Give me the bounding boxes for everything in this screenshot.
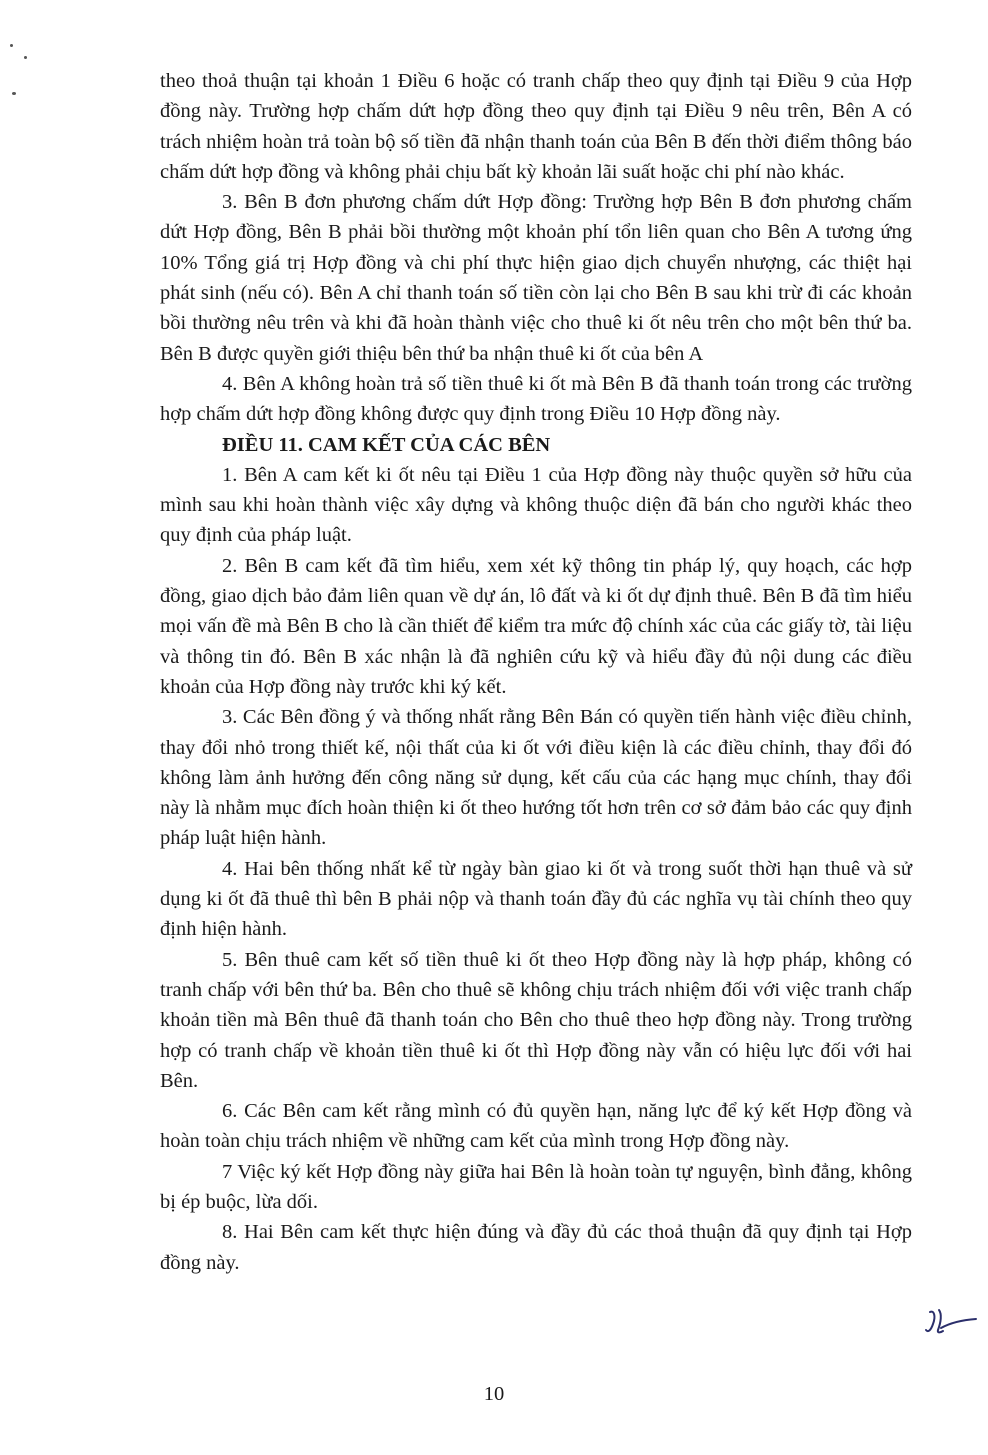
paragraph: 5. Bên thuê cam kết số tiền thuê ki ốt theo Hợp đồng này là hợp pháp, không có tranh chấp với bên thứ ba. Bên cho thuê sẽ không chịu trách nhiệm đối với việc tranh chấp khoản tiền mà Bên thuê đã thanh toán cho Bên cho thuê theo hợp đồng này. Trong trường hợp có tranh chấp về khoản tiền thuê ki ốt thì Hợp đồng này vẫn có hiệu lực đối với hai Bên. — [160, 948, 912, 1092]
scan-speck — [12, 92, 16, 95]
page-number: 10 — [483, 1383, 505, 1405]
paragraph: 3. Bên B đơn phương chấm dứt Hợp đồng: Trường hợp Bên B đơn phương chấm dứt Hợp đồng, Bên B phải bồi thường một khoản phí tổn liên quan cho Bên A tương ứng 10% Tổng giá trị Hợp đồng và chi phí thực hiện giao dịch chuyển nhượng, các thiệt hại phát sinh (nếu có). Bên A chỉ thanh toán số tiền còn lại cho Bên B sau khi trừ đi các khoản bồi thường nêu trên và khi đã hoàn thành việc cho thuê ki ốt nêu trên cho một bên thứ ba. Bên B được quyền giới thiệu bên thứ ba nhận thuê ki ốt của bên A — [160, 191, 912, 365]
scan-speck — [24, 56, 27, 59]
paragraph: theo thoả thuận tại khoản 1 Điều 6 hoặc có tranh chấp theo quy định tại Điều 9 của Hợp đồng này. Trường hợp chấm dứt hợp đồng theo quy định tại Điều 9 nêu trên, Bên A có trách nhiệm hoàn trả toàn bộ số tiền đã nhận thanh toán của Bên B đến thời điểm thông báo chấm dứt hợp đồng và không phải chịu bất kỳ khoản lãi suất hoặc chi phí nào khác. — [160, 70, 912, 183]
paragraph: 7 Việc ký kết Hợp đồng này giữa hai Bên là hoàn toàn tự nguyện, bình đẳng, không bị ép buộc, lừa dối. — [160, 1160, 912, 1213]
signature-initials-icon — [924, 1306, 980, 1340]
document-body — [160, 66, 912, 1278]
paragraph: 4. Hai bên thống nhất kể từ ngày bàn giao ki ốt và trong suốt thời hạn thuê và sử dụng ki ốt đã thuê thì bên B phải nộp và thanh toán đầy đủ các nghĩa vụ tài chính theo quy định hiện hành. — [160, 857, 912, 941]
signature-stroke — [926, 1312, 934, 1332]
paragraph: 6. Các Bên cam kết rằng mình có đủ quyền hạn, năng lực để ký kết Hợp đồng và hoàn toàn chịu trách nhiệm về những cam kết của mình trong Hợp đồng này. — [160, 1100, 912, 1153]
scan-speck — [10, 44, 13, 47]
signature-stroke — [941, 1319, 976, 1328]
paragraph: 4. Bên A không hoàn trả số tiền thuê ki ốt mà Bên B đã thanh toán trong các trường hợp chấm dứt hợp đồng không được quy định trong Điều 10 Hợp đồng này. — [160, 372, 912, 426]
signature-stroke — [938, 1310, 943, 1332]
paragraph: 3. Các Bên đồng ý và thống nhất rằng Bên Bán có quyền tiến hành việc điều chỉnh, thay đổi nhỏ trong thiết kế, nội thất của ki ốt với điều kiện là các điều chỉnh, thay đổi đó không làm ảnh hưởng đến công năng sử dụng, kết cấu của các hạng mục chính, thay đổi này là nhằm mục đích hoàn thiện ki ốt theo hướng tốt hơn trên cơ sở đảm bảo các quy định pháp luật hiện hành. — [160, 706, 912, 850]
paragraph: 2. Bên B cam kết đã tìm hiểu, xem xét kỹ thông tin pháp lý, quy hoạch, các hợp đồng, giao dịch bảo đảm liên quan về dự án, lô đất và ki ốt dự định thuê. Bên B đã tìm hiểu mọi vấn đề mà Bên B cho là cần thiết để kiểm tra mức độ chính xác của các giấy tờ, tài liệu và thông tin đó. Bên B xác nhận là đã nghiên cứu kỹ và hiểu đầy đủ nội dung các điều khoản của Hợp đồng này trước khi ký kết. — [160, 554, 912, 698]
article-heading: ĐIỀU 11. CAM KẾT CỦA CÁC BÊN — [222, 433, 551, 456]
paragraph: 8. Hai Bên cam kết thực hiện đúng và đầy đủ các thoả thuận đã quy định tại Hợp đồng này. — [160, 1221, 912, 1274]
paragraph: 1. Bên A cam kết ki ốt nêu tại Điều 1 của Hợp đồng này thuộc quyền sở hữu của mình sau khi hoàn thành việc xây dựng và không thuộc diện đã bán cho người khác theo quy định của pháp luật. — [160, 463, 912, 547]
